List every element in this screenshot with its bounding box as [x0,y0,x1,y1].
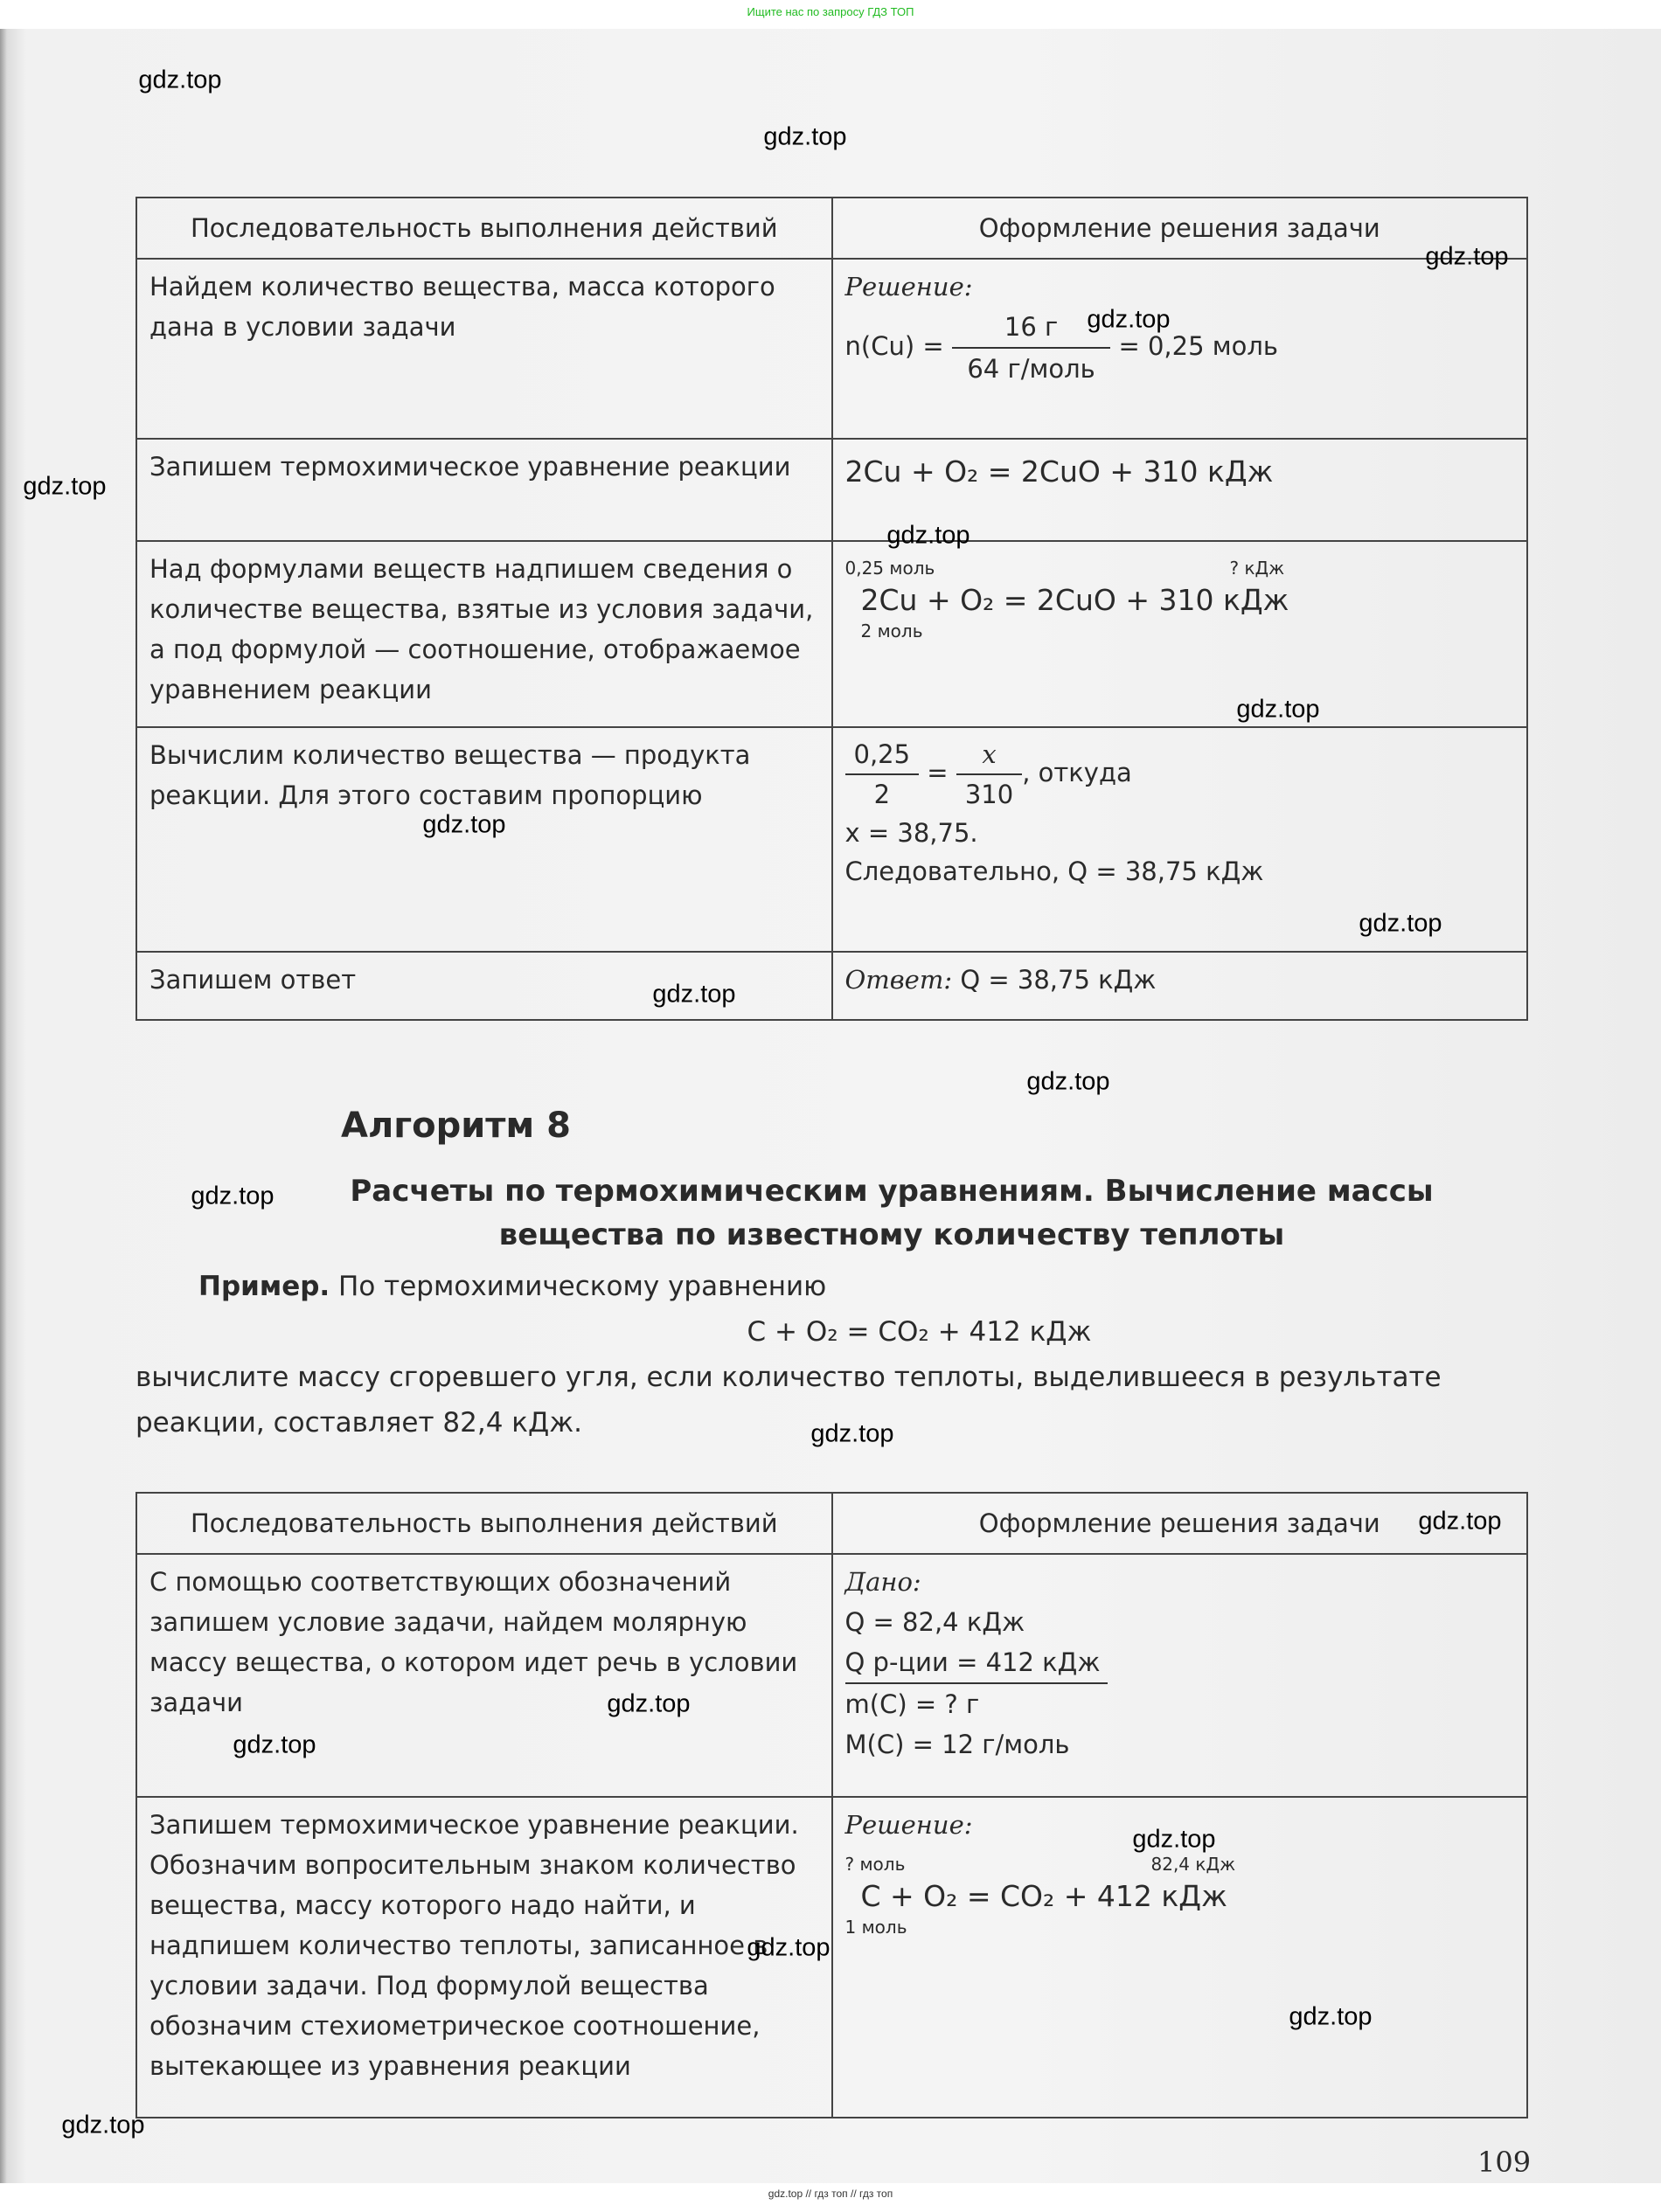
watermark: gdz.top [1087,305,1171,334]
fraction [956,735,1022,814]
solution-cell: $\frac{0,25}{2}$ = $\frac{x}{310}$ , откуда x = 38,75. Следовательно, Q = 38,75 кДж [832,727,1528,952]
example [136,1264,1528,1446]
step-text: С помощью соответствующих обозначений запишем условие задачи, найдем молярную массу вещества, о котором идет речь в условии задачи [136,1554,832,1797]
step-text: Запишем ответ [136,952,832,1020]
watermark: gdz.top [233,1730,316,1759]
given-q-reaction: Q р-ции = 412 кДж [845,1642,1108,1684]
tail: , откуда [1022,758,1132,787]
table-row [136,727,1527,952]
watermark: gdz.top [1289,2002,1373,2031]
equation: C + O₂ = CO₂ + 412 кДж [860,1879,1227,1913]
above-left: 0,25 моль [844,558,935,579]
solution-cell [832,541,1528,727]
watermark: gdz.top [607,1689,691,1718]
header-steps: Последовательность выполнения действий [136,198,832,259]
watermark: gdz.top [61,2111,145,2139]
equation: 2Cu + O₂ = 2CuO + 310 кДж [860,583,1289,617]
top-banner[interactable]: Ищите нас по запросу ГДЗ ТОП [0,0,1661,29]
watermark: gdz.top [1418,1507,1502,1536]
watermark: gdz.top [763,122,847,151]
watermark: gdz.top [1425,242,1509,271]
equation: 2Cu + O₂ = 2CuO + 310 кДж [832,439,1528,541]
header-solution: Оформление решения задачи [832,1493,1528,1554]
formula-rhs: = 0,25 моль [1118,331,1279,361]
above-right: ? кДж [1229,558,1285,579]
below-label: 2 моль [860,621,923,641]
watermark: gdz.top [1236,695,1320,724]
solution-label: Решение: [844,1810,973,1840]
step-text: Над формулами веществ надпишем сведения о количестве вещества, взятые из условия задачи, а под формулой — соотношение, отображаемое уравнением реакции [136,541,832,727]
watermark: gdz.top [747,1933,830,1962]
watermark: gdz.top [886,521,970,550]
table-row [136,952,1527,1020]
watermark: gdz.top [1132,1825,1216,1854]
answer: Q = 38,75 кДж [960,965,1157,995]
solution-cell [832,952,1528,1020]
example-intro: По термохимическому уравнению [338,1271,827,1302]
header-steps: Последовательность выполнения действий [136,1493,832,1554]
table-row [136,259,1527,439]
numerator: x [956,735,1022,775]
table-row [136,1797,1527,2118]
solution-cell [832,259,1528,439]
table-algorithm-7 [136,197,1528,1021]
step-text: Запишем термохимическое уравнение реакции [136,439,832,541]
algorithm-title: Алгоритм 8 [341,1106,571,1146]
watermark: gdz.top [1026,1067,1110,1096]
watermark: gdz.top [1359,909,1442,938]
table-row [136,439,1527,541]
example-text: вычислите массу сгоревшего угля, если количество теплоты, выделившееся в результате реакции, составляет 82,4 кДж. [136,1362,1442,1439]
example-label: Пример. [198,1271,330,1302]
denominator: 2 [873,780,891,809]
algorithm-subtitle: Расчеты по термохимическим уравнениям. Вычисление массы вещества по известному количеству теплоты [350,1174,1434,1252]
table-header [136,198,1527,259]
watermark: gdz.top [138,66,222,94]
step-text: Найдем количество вещества, масса которого дана в условии задачи [136,259,832,439]
above-right: 82,4 кДж [1150,1854,1236,1875]
solution-cell [832,1554,1528,1797]
denominator: 310 [964,780,1014,809]
watermark: gdz.top [810,1419,894,1448]
page-number: 109 [1477,2146,1532,2179]
step-text: Вычислим количество вещества — продукта реакции. Для этого составим пропорцию [136,727,832,952]
numerator: 16 г [952,307,1110,349]
footer-links[interactable]: gdz.top // гдз топ // гдз топ [768,2188,893,2200]
watermark: gdz.top [652,980,736,1009]
watermark: gdz.top [422,810,506,839]
denominator: 64 г/моль [967,354,1095,384]
fraction [845,735,920,814]
above-left: ? моль [844,1854,906,1875]
molar-mass: M(C) = 12 г/моль [844,1730,1070,1759]
given-q: Q = 82,4 кДж [844,1607,1025,1637]
example-equation: C + O₂ = CO₂ + 412 кДж [747,1316,1092,1348]
numerator: 0,25 [845,735,920,775]
answer-label: Ответ: [844,965,953,995]
conclusion: Следовательно, Q = 38,75 кДж [844,856,1264,886]
find-mass: m(C) = ? г [844,1689,980,1719]
watermark: gdz.top [191,1182,275,1210]
table-header [136,1493,1527,1554]
formula-lhs: n(Cu) = [844,331,944,361]
below-label: 1 моль [844,1917,907,1938]
header-solution: Оформление решения задачи [832,198,1528,259]
step-text: Запишем термохимическое уравнение реакции. Обозначим вопросительным знаком количество вещества, массу которого надо найти, и надпишем количество теплоты, записанное в условии задачи. Под формулой вещества обозначим стехиометрическое соотношение, вытекающее из уравнения реакции [136,1797,832,2118]
watermark: gdz.top [23,472,107,501]
table-row [136,1554,1527,1797]
result: x = 38,75. [844,818,978,848]
solution-label: Решение: [844,272,973,302]
given-label: Дано: [844,1567,921,1597]
